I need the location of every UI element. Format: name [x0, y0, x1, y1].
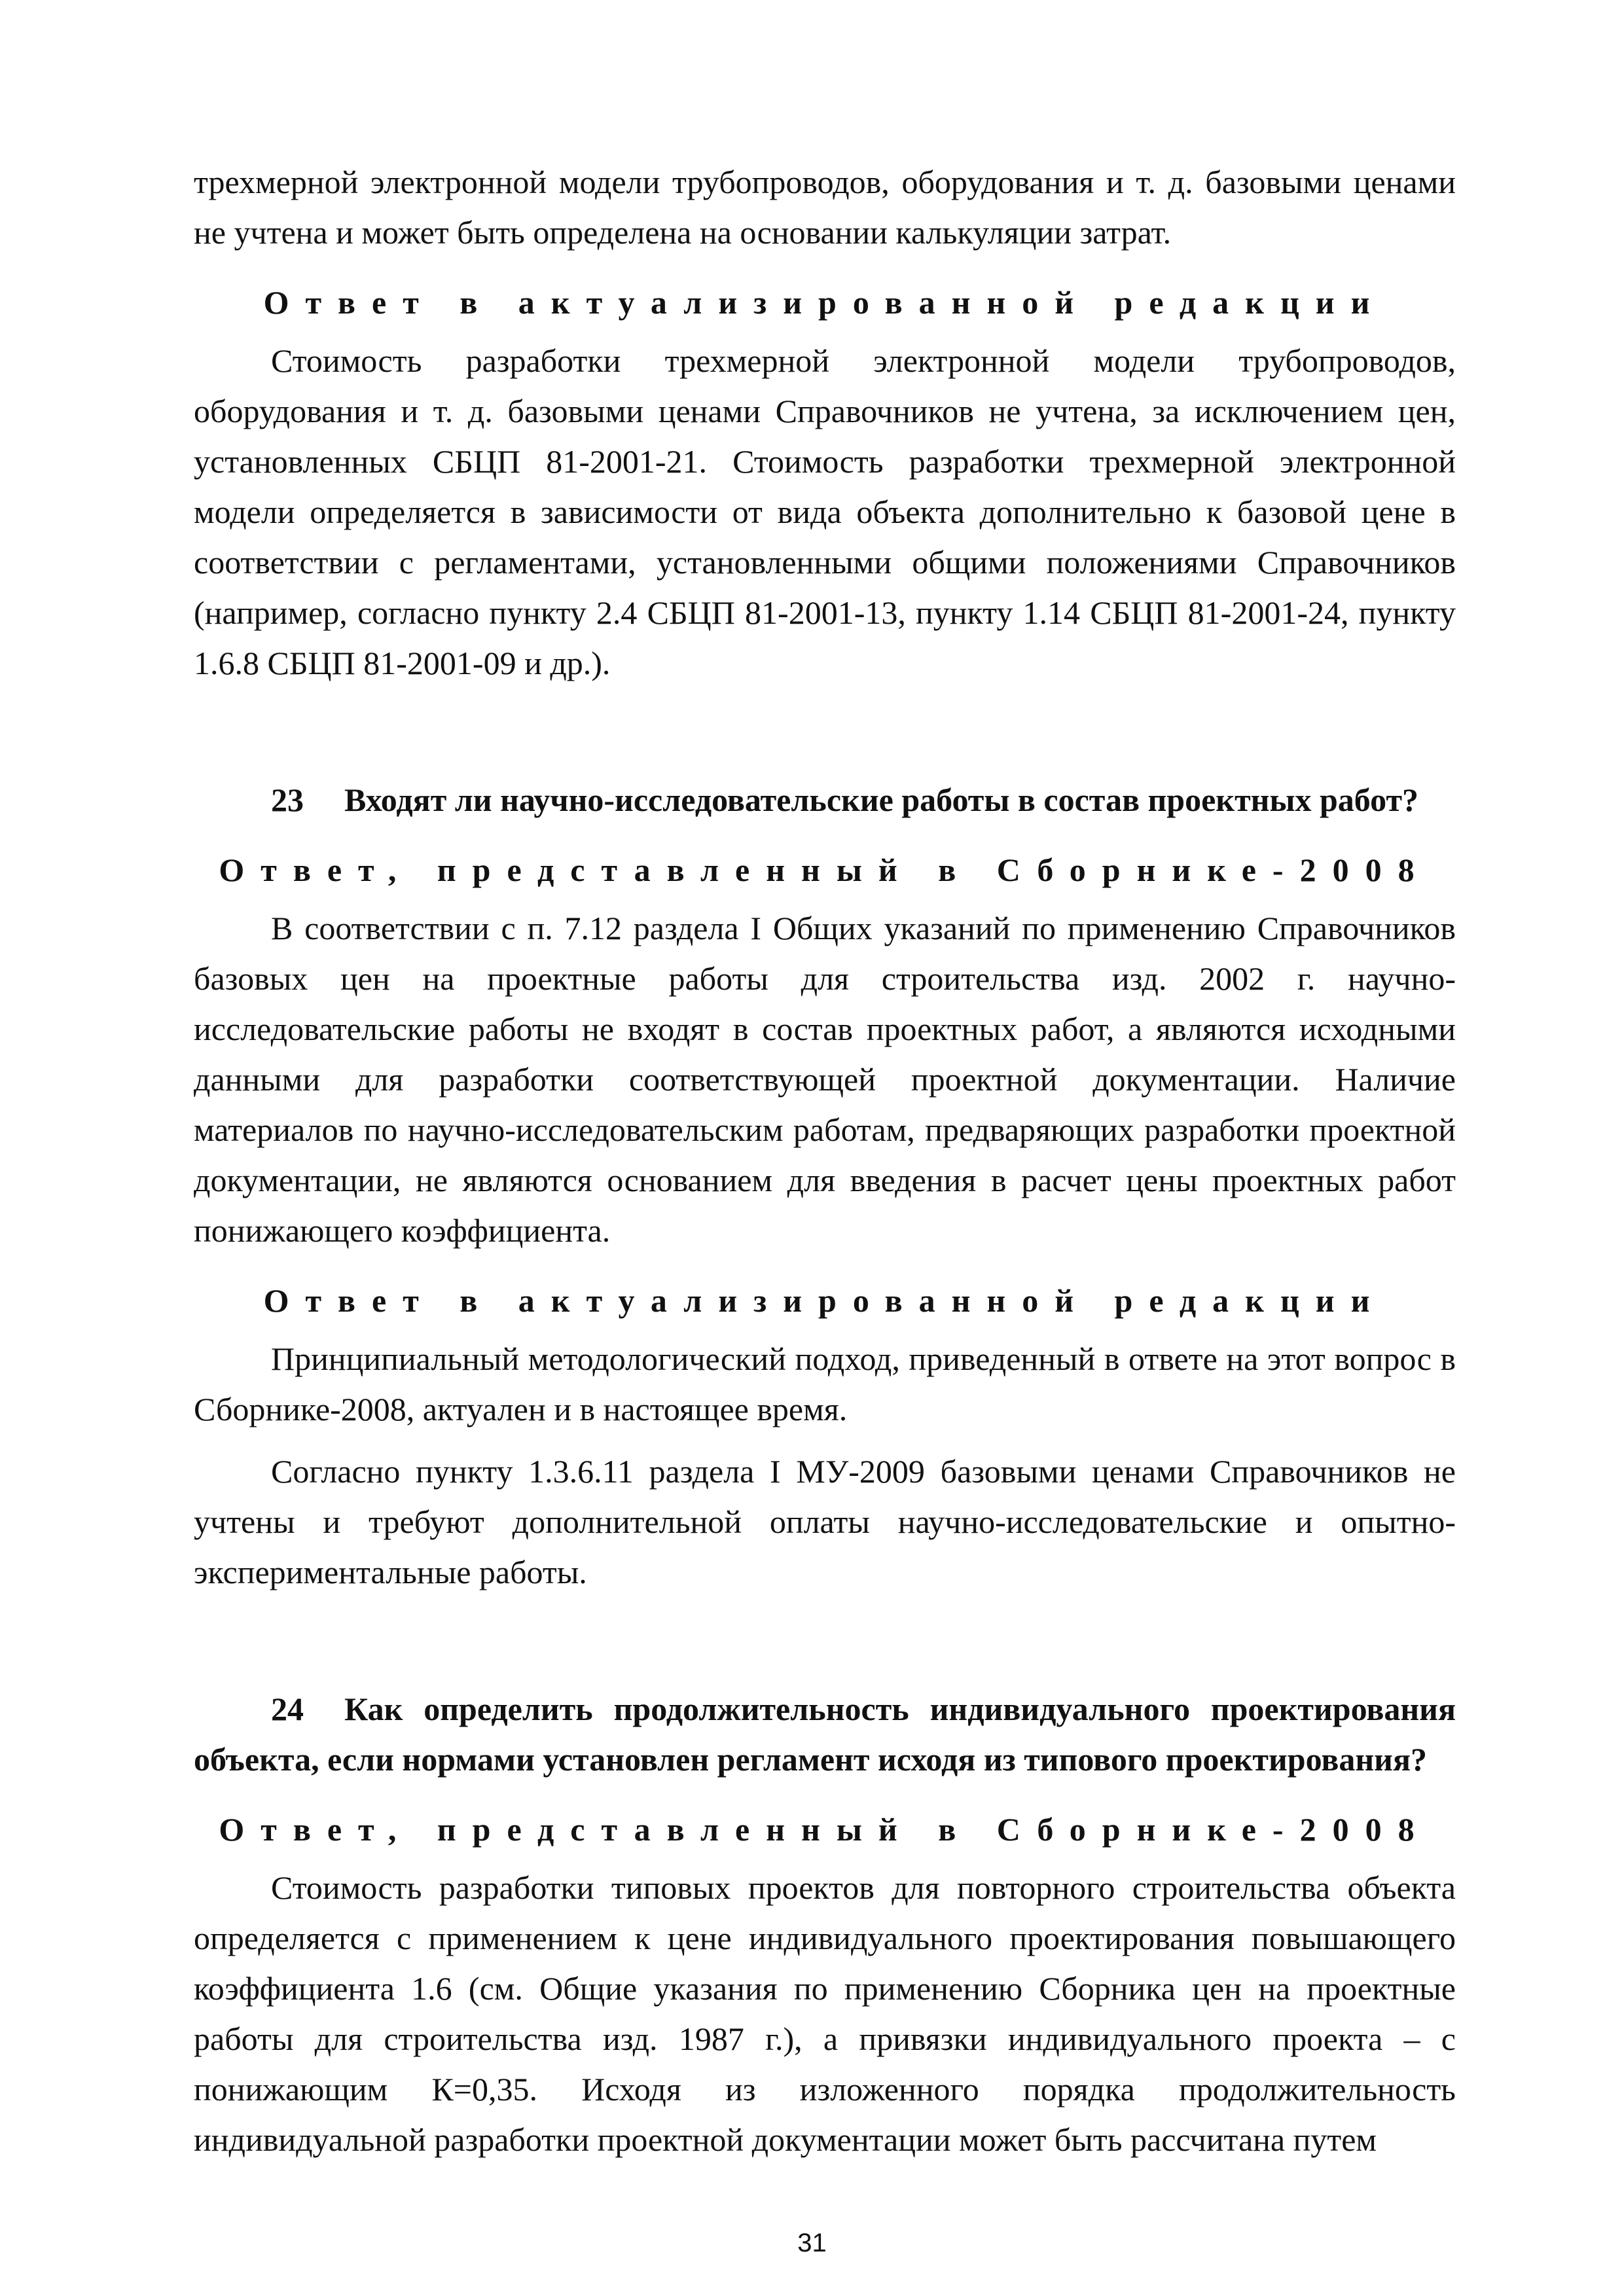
- question-24-heading: [194, 1684, 1456, 1785]
- answer-2008-heading: Ответ, представленный в Сборнике-2008: [219, 1811, 1431, 1848]
- updated-answer-paragraph: Согласно пункту 1.3.6.11 раздела I МУ-2009 базовыми ценами Справочников не учтены и требуют дополнительной оплаты научно-исследовательские и опытно-экспериментальные работы.: [194, 1453, 1456, 1590]
- continuation-paragraph: трехмерной электронной модели трубопроводов, оборудования и т. д. базовыми ценами не учтена и может быть определена на основании калькуляции затрат.: [194, 164, 1456, 251]
- question-number: 24: [271, 1691, 304, 1727]
- answer-2008-paragraph: Стоимость разработки типовых проектов для повторного строительства объекта определяется с применением к цене индивидуального проектирования повышающего коэффициента 1.6 (см. Общие указания по применению Сборника цен на проектные работы для строительства изд. 1987 г.), а привязки индивидуального проекта – с понижающим К=0,35. Исходя из изложенного порядка продолжительность индивидуальной разработки проектной документации может быть рассчитана путем: [194, 1869, 1456, 2158]
- page-content: [194, 157, 1456, 2165]
- question-23-heading: [194, 775, 1456, 825]
- page-number: 31: [797, 2229, 827, 2257]
- updated-answer-paragraph: Стоимость разработки трехмерной электронной модели трубопроводов, оборудования и т. д. базовыми ценами Справочников не учтена, за исключением цен, установленных СБЦП 81-2001-21. Стоимость разработки трехмерной электронной модели определяется в зависимости от вида объекта дополнительно к базовой цене в соответствии с регламентами, установленными общими положениями Справочников (например, согласно пункту 2.4 СБЦП 81-2001-13, пункту 1.14 СБЦП 81-2001-24, пункту 1.6.8 СБЦП 81-2001-09 и др.).: [194, 342, 1456, 681]
- question-number: 23: [271, 781, 304, 818]
- question-title: Входят ли научно-исследовательские работы в состав проектных работ?: [344, 781, 1419, 818]
- answer-2008-heading: Ответ, представленный в Сборнике-2008: [219, 852, 1431, 888]
- updated-answer-heading: Ответ в актуализированной редакции: [263, 284, 1386, 321]
- question-title: Как определить продолжительность индивидуального проектирования объекта, если нормами установлен регламент исходя из типового проектирования?: [194, 1691, 1456, 1778]
- updated-answer-heading: Ответ в актуализированной редакции: [263, 1282, 1386, 1319]
- answer-2008-paragraph: В соответствии с п. 7.12 раздела I Общих указаний по применению Справочников базовых цен на проектные работы для строительства изд. 2002 г. научно-исследовательские работы не входят в состав проектных работ, а являются исходными данными для разработки соответствующей проектной документации. Наличие материалов по научно-исследовательским работам, предваряющих разработки проектной документации, не являются основанием для введения в расчет цены проектных работ понижающего коэффициента.: [194, 910, 1456, 1249]
- updated-answer-paragraph: Принципиальный методологический подход, приведенный в ответе на этот вопрос в Сборнике-2008, актуален и в настоящее время.: [194, 1340, 1456, 1427]
